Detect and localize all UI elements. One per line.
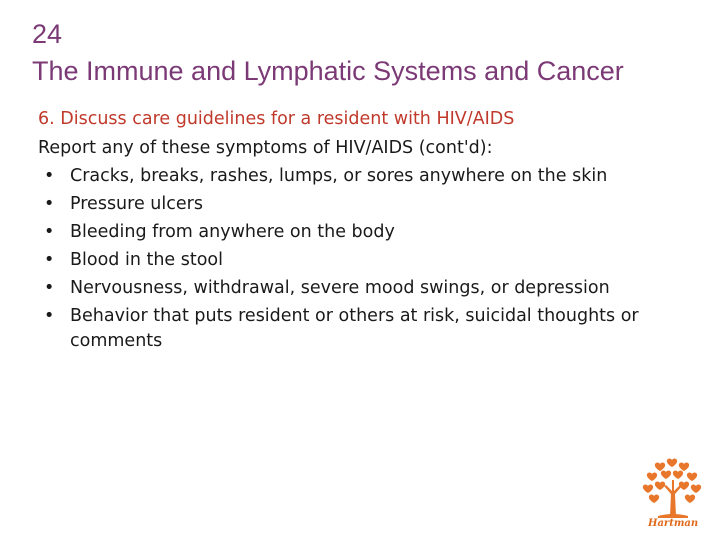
list-item bbox=[38, 162, 708, 190]
list-item-text: Behavior that puts resident or others at risk, suicidal thoughts or comments bbox=[70, 306, 639, 351]
bullet-glyph: • bbox=[44, 306, 55, 326]
list-item-text: Cracks, breaks, rashes, lumps, or sores anywhere on the skin bbox=[70, 166, 608, 186]
list-item-text: Pressure ulcers bbox=[70, 194, 203, 214]
bullet-glyph: • bbox=[44, 250, 55, 270]
list-item bbox=[38, 246, 708, 274]
list-item-text: Blood in the stool bbox=[70, 250, 224, 270]
chapter-number: 24 bbox=[32, 19, 63, 49]
list-item bbox=[38, 302, 708, 355]
list-item-text: Nervousness, withdrawal, severe mood swings, or depression bbox=[70, 278, 610, 298]
symptom-list bbox=[38, 162, 708, 355]
logo-wordmark: Hartman bbox=[648, 518, 699, 529]
learning-objective: 6. Discuss care guidelines for a resident with HIV/AIDS bbox=[38, 109, 515, 129]
bullet-glyph: • bbox=[44, 278, 55, 298]
list-item bbox=[38, 190, 708, 218]
bullet-glyph: • bbox=[44, 166, 55, 186]
intro-text: Report any of these symptoms of HIV/AIDS (cont'd): bbox=[38, 138, 493, 158]
list-item-text: Bleeding from anywhere on the body bbox=[70, 222, 395, 242]
bullet-glyph: • bbox=[44, 194, 55, 214]
list-item bbox=[38, 218, 708, 246]
chapter-title: The Immune and Lymphatic Systems and Cancer bbox=[32, 56, 624, 86]
bullet-glyph: • bbox=[44, 222, 55, 242]
list-item bbox=[38, 274, 708, 302]
